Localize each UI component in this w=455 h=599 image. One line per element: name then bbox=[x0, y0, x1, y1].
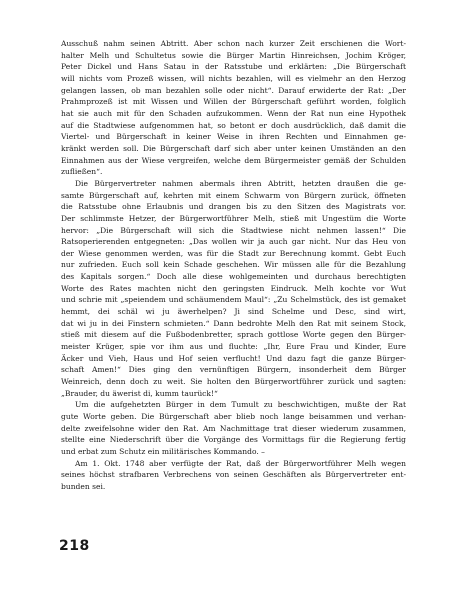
text-line: des Kapitals sorgen.“ Doch alle diese wohlgemeinten und durchaus berechtigten bbox=[61, 272, 406, 282]
body-text bbox=[61, 38, 406, 493]
text-line: Um die aufgehetzten Bürger in dem Tumult zu beschwichtigen, mußte der Rat bbox=[75, 400, 406, 410]
text-line: hervor: „Die Bürgerschaft will sich die Stadtwiese nicht nehmen lassen!“ Die bbox=[61, 225, 406, 235]
text-line: Ratsoperierenden entgegneten: „Das wollen wir ja auch gar nicht. Nur das Heu von bbox=[61, 237, 406, 247]
text-line: gelangen lassen, ob man bezahlen solle oder nicht“. Darauf erwiderte der Rat: „Der bbox=[61, 85, 406, 95]
text-line: auf die Stadtwiese aufgenommen hat, so betont er doch ausdrücklich, daß damit die bbox=[61, 120, 406, 130]
text-line: die Ratsstube ohne Erlaubnis und drangen bis zu den Sitzen des Magistrats vor. bbox=[61, 202, 406, 212]
text-line: seines höchst strafbaren Verbrechens von seinen Geschäften als Bürgervertreter ent- bbox=[61, 470, 406, 480]
paragraph bbox=[61, 399, 406, 457]
text-line: kränkt werden soll. Die Bürgerschaft darf sich aber unter keinen Umständen an den bbox=[61, 143, 406, 153]
text-line: nur zufrieden. Euch soll kein Schade geschehen. Wir müssen alle für die Bezahlung bbox=[61, 260, 406, 270]
text-line: Äcker und Vieh, Haus und Hof seien verflucht! Und dazu fagt die ganze Bürger- bbox=[61, 353, 406, 363]
text-line: zufließen“. bbox=[61, 167, 103, 177]
text-line: Prahmprozeß ist mit Wissen und Willen der Bürgerschaft geführt worden, folglich bbox=[61, 97, 406, 107]
text-line: hat sie auch mit für den Schaden aufzukommen. Wenn der Rat nun eine Hypothek bbox=[61, 108, 406, 118]
page-number: 218 bbox=[59, 538, 90, 554]
text-line: halter Melh und Schultetus sowie die Bürger Martin Hinreichsen, Jochim Kröger, bbox=[61, 50, 406, 60]
text-line: meister Krüger, spie vor ihm aus und fluchte: „Ihr, Eure Frau und Kinder, Eure bbox=[61, 342, 406, 352]
paragraph bbox=[61, 458, 406, 493]
paragraph bbox=[61, 178, 406, 399]
text-line: und schrie mit „speiendem und schäumendem Maul“: „Zu Schelmstück, des ist gemaket bbox=[61, 295, 406, 305]
text-line: Peter Dickel und Hans Satau in der Ratsstube und erklärten: „Die Bürgerschaft bbox=[61, 62, 406, 72]
text-line: bunden sei. bbox=[61, 481, 106, 491]
text-line: stellte eine Niederschrift über die Vorgänge des Vormittags für die Regierung fertig bbox=[61, 435, 406, 445]
text-line: Einnahmen aus der Wiese vergreifen, welche dem Bürgermeister gemäß der Schulden bbox=[61, 155, 406, 165]
text-line: Der schlimmste Hetzer, der Bürgerwortführer Melh, stieß mit Ungestüm die Worte bbox=[61, 213, 406, 223]
text-line: Viertel- und Bürgerschaft in keiner Weise in ihren Rechten und Einnahmen ge- bbox=[61, 132, 406, 142]
text-line: schaft Amen!“ Dies ging den vernünftigen Bürgern, insonderheit dem Bürger bbox=[61, 365, 406, 375]
text-line: dat wi ju in dei Finstern schmieten.“ Dann bedrohte Melh den Rat mit seinem Stock, bbox=[61, 318, 406, 328]
text-line: der Wiese genommen werden, was für die Stadt zur Berechnung kommt. Gebt Euch bbox=[61, 248, 406, 258]
text-line: Die Bürgervertreter nahmen abermals ihren Abtritt, hetzten draußen die ge- bbox=[75, 178, 406, 188]
text-line: und erbat zum Schutz ein militärisches Kommando. – bbox=[61, 446, 265, 456]
paragraph bbox=[61, 38, 406, 178]
text-line: Am 1. Okt. 1748 aber verfügte der Rat, daß der Bürgerwortführer Melh wegen bbox=[75, 458, 406, 468]
text-line: Worte des Rates machten nicht den geringsten Eindruck. Melh kochte vor Wut bbox=[61, 283, 406, 293]
text-line: Weinreich, denn doch zu weit. Sie holten den Bürgerwortführer zurück und sagten: bbox=[61, 377, 406, 387]
text-line: hemmt, dei schäl wi ju äwerhelpen? Ji sind Schelme und Desc, sind wirt, bbox=[61, 307, 406, 317]
text-line: „Brauder, du äwerist di, kumm taurück!“ bbox=[61, 388, 218, 398]
text-line: stieß mit diesem auf die Fußbodenbretter, sprach gottlose Worte gegen den Bürger- bbox=[61, 330, 406, 340]
text-line: gute Worte geben. Die Bürgerschaft aber blieb noch lange beisammen und verhan- bbox=[61, 412, 406, 421]
text-line: Ausschuß nahm seinen Abtritt. Aber schon nach kurzer Zeit erschienen die Wort- bbox=[61, 39, 406, 48]
text-line: samte Bürgerschaft auf, kehrten mit einem Schwarm von Bürgern zurück, öffneten bbox=[61, 190, 406, 200]
text-line: will nichts vom Prozeß wissen, will nichts bezahlen, will es vielmehr an den Herzog bbox=[61, 73, 406, 83]
text-line: delte zweifelsohne wider den Rat. Am Nachmittage trat dieser wiederum zusammen, bbox=[61, 423, 406, 433]
